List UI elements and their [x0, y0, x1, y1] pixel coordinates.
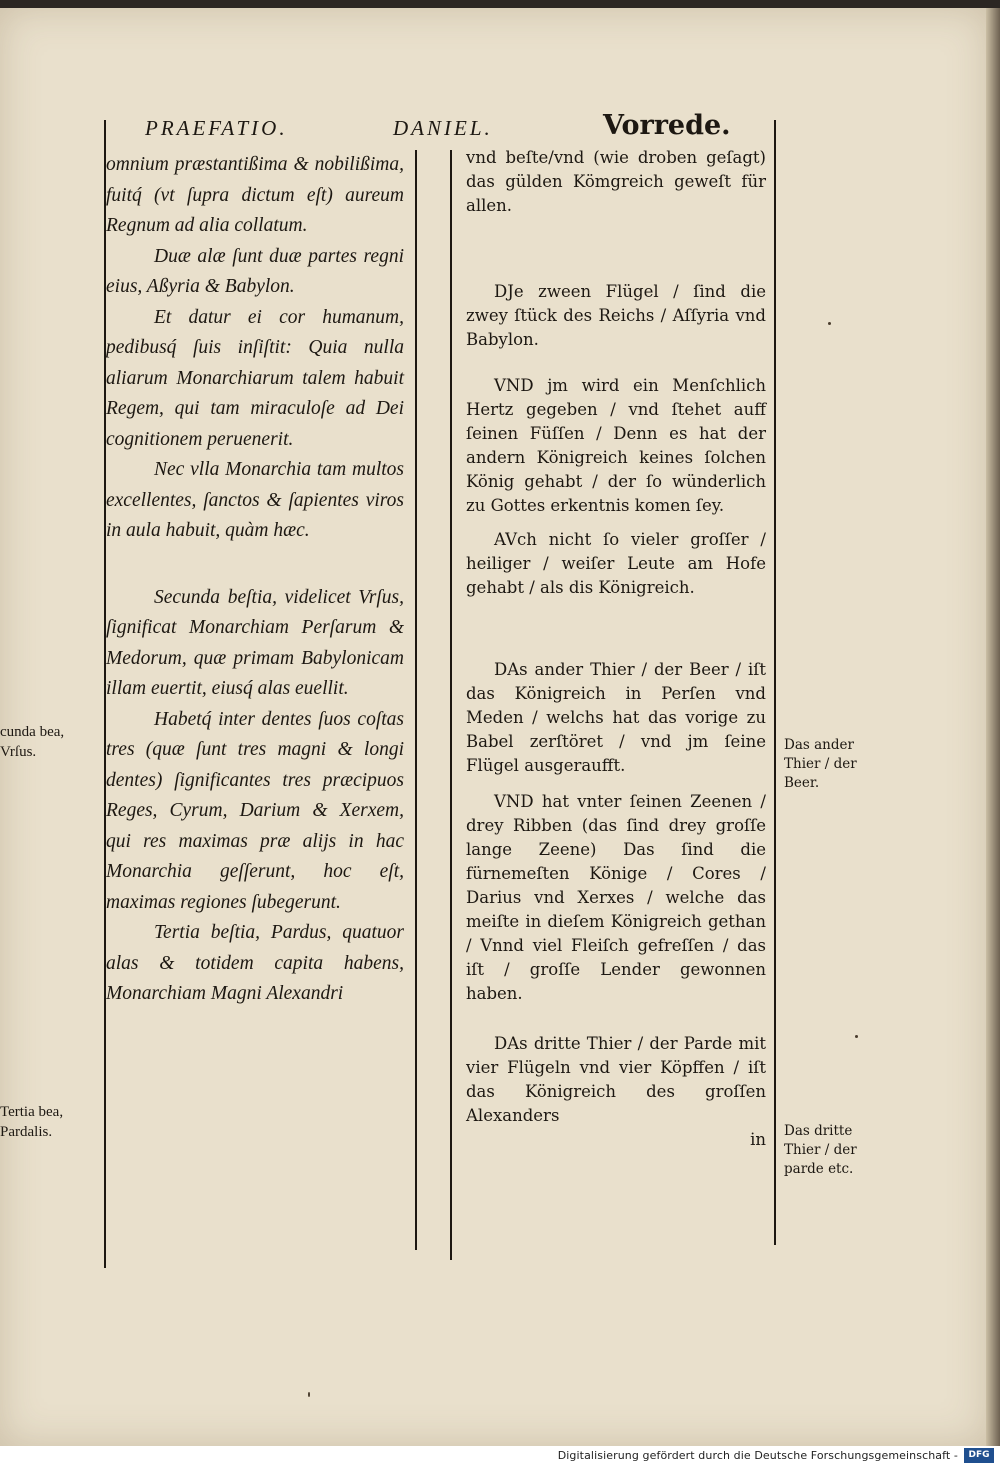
latin-paragraph-5: Secunda beſtia, videlicet Vrſus, ſignificat Monarchiam Perſarum & Medorum, quæ primam Babylonicam illam euertit, eiusq́ alas euellit. [106, 586, 404, 699]
margin-note-pardalis: Tertia bea, Pardalis. [0, 1104, 64, 1140]
page-edge [986, 8, 1000, 1446]
latin-paragraph-1: omnium præstantißima & nobilißima, fuitq́ (vt ſupra dictum eſt) aureum Regnum ad alia collatum. [106, 154, 404, 236]
german-paragraph-1: vnd beſte/vnd (wie droben geſagt) das gülden Kömgreich geweſt für allen. [466, 148, 766, 215]
german-paragraph-6: VND hat vnter ſeinen Zeenen / drey Ribben (das ſind drey groſſe lange Zeene) Das ſind die fürnemeſten Könige / Cores / Darius vnd Xerxes / welche das meiſte in dieſem Königreich gethan / Vnnd viel Fleiſch gefreſſen / das iſt / groſſe Lender gewonnen haben. [466, 792, 766, 1003]
header-praefatio: PRAEFATIO. [145, 116, 288, 140]
latin-paragraph-2: Duæ alæ ſunt duæ partes regni eius, Aßyria & Babylon. [106, 245, 404, 297]
header-daniel: DANIEL. [393, 116, 493, 140]
latin-paragraph-7: Tertia beſtia, Pardus, quatuor alas & totidem capita habens, Monarchiam Magni Alexandri [106, 922, 404, 1004]
german-paragraph-5: DAs ander Thier / der Beer / iſt das Königreich in Perſen vnd Meden / welchs hat das vorige zu Babel zerſtöret / vnd jm ſeine Flügel ausgeraufft. [466, 660, 766, 775]
latin-column [106, 150, 404, 1010]
paper-speck [828, 322, 831, 325]
footer-bar [0, 1446, 1000, 1467]
latin-paragraph-6: Habetq́ inter dentes ſuos coſtas tres (quæ ſunt tres magni & longi dentes) ſignificantes tres præcipuos Reges, Cyrum, Darium & Xerxem, qui res maximas præ alijs in hac Monarchia geſſerunt, hoc eſt, maximas regiones ſubegerunt. [106, 708, 404, 913]
german-paragraph-7: DAs dritte Thier / der Parde mit vier Flügeln vnd vier Köpffen / iſt das Königreich des groſſen Alexanders [466, 1034, 766, 1125]
paper-speck [308, 1392, 310, 1397]
latin-paragraph-4: Nec vlla Monarchia tam multos excellentes, ſanctos & ſapientes viros in aula habuit, quàm hæc. [106, 459, 404, 541]
footer-credit: Digitalisierung gefördert durch die Deutsche Forschungsgemeinschaft - [557, 1449, 958, 1462]
german-paragraph-2: DJe zween Flügel / ſind die zwey ſtück des Reichs / Aſſyria vnd Babylon. [466, 282, 766, 349]
german-paragraph-3: VND jm wird ein Menſchlich Hertz gegeben / vnd ſtehet auff ſeinen Füſſen / Denn es hat der andern Königreich keines ſolchen König gehabt / der ſo wünderlich zu Gottes erkentnis komen ſey. [466, 376, 766, 515]
german-column [466, 146, 766, 1152]
dfg-logo: DFG [964, 1448, 994, 1463]
german-catchword: in [750, 1130, 766, 1149]
margin-note-vrsus: cunda bea, Vrſus. [0, 724, 65, 760]
rule-right-outer [774, 120, 776, 1245]
margin-note-parde: Das dritte Thier / der parde etc. [784, 1123, 857, 1177]
margin-note-beer: Das ander Thier / der Beer. [784, 737, 857, 791]
paper-speck [855, 1035, 858, 1038]
german-paragraph-4: AVch nicht ſo vieler groſſer / heiliger / weiſer Leute am Hofe gehabt / als dis Königreich. [466, 530, 766, 597]
rule-german-left [450, 150, 452, 1260]
rule-latin-right [415, 150, 417, 1250]
header-vorrede: Vorrede. [603, 110, 731, 141]
latin-paragraph-3: Et datur ei cor humanum, pedibusq́ ſuis inſiſtit: Quia nulla aliarum Monarchiarum talem habuit Regem, qui tam miraculoſe ad Dei cognitionem peruenerit. [106, 306, 404, 450]
